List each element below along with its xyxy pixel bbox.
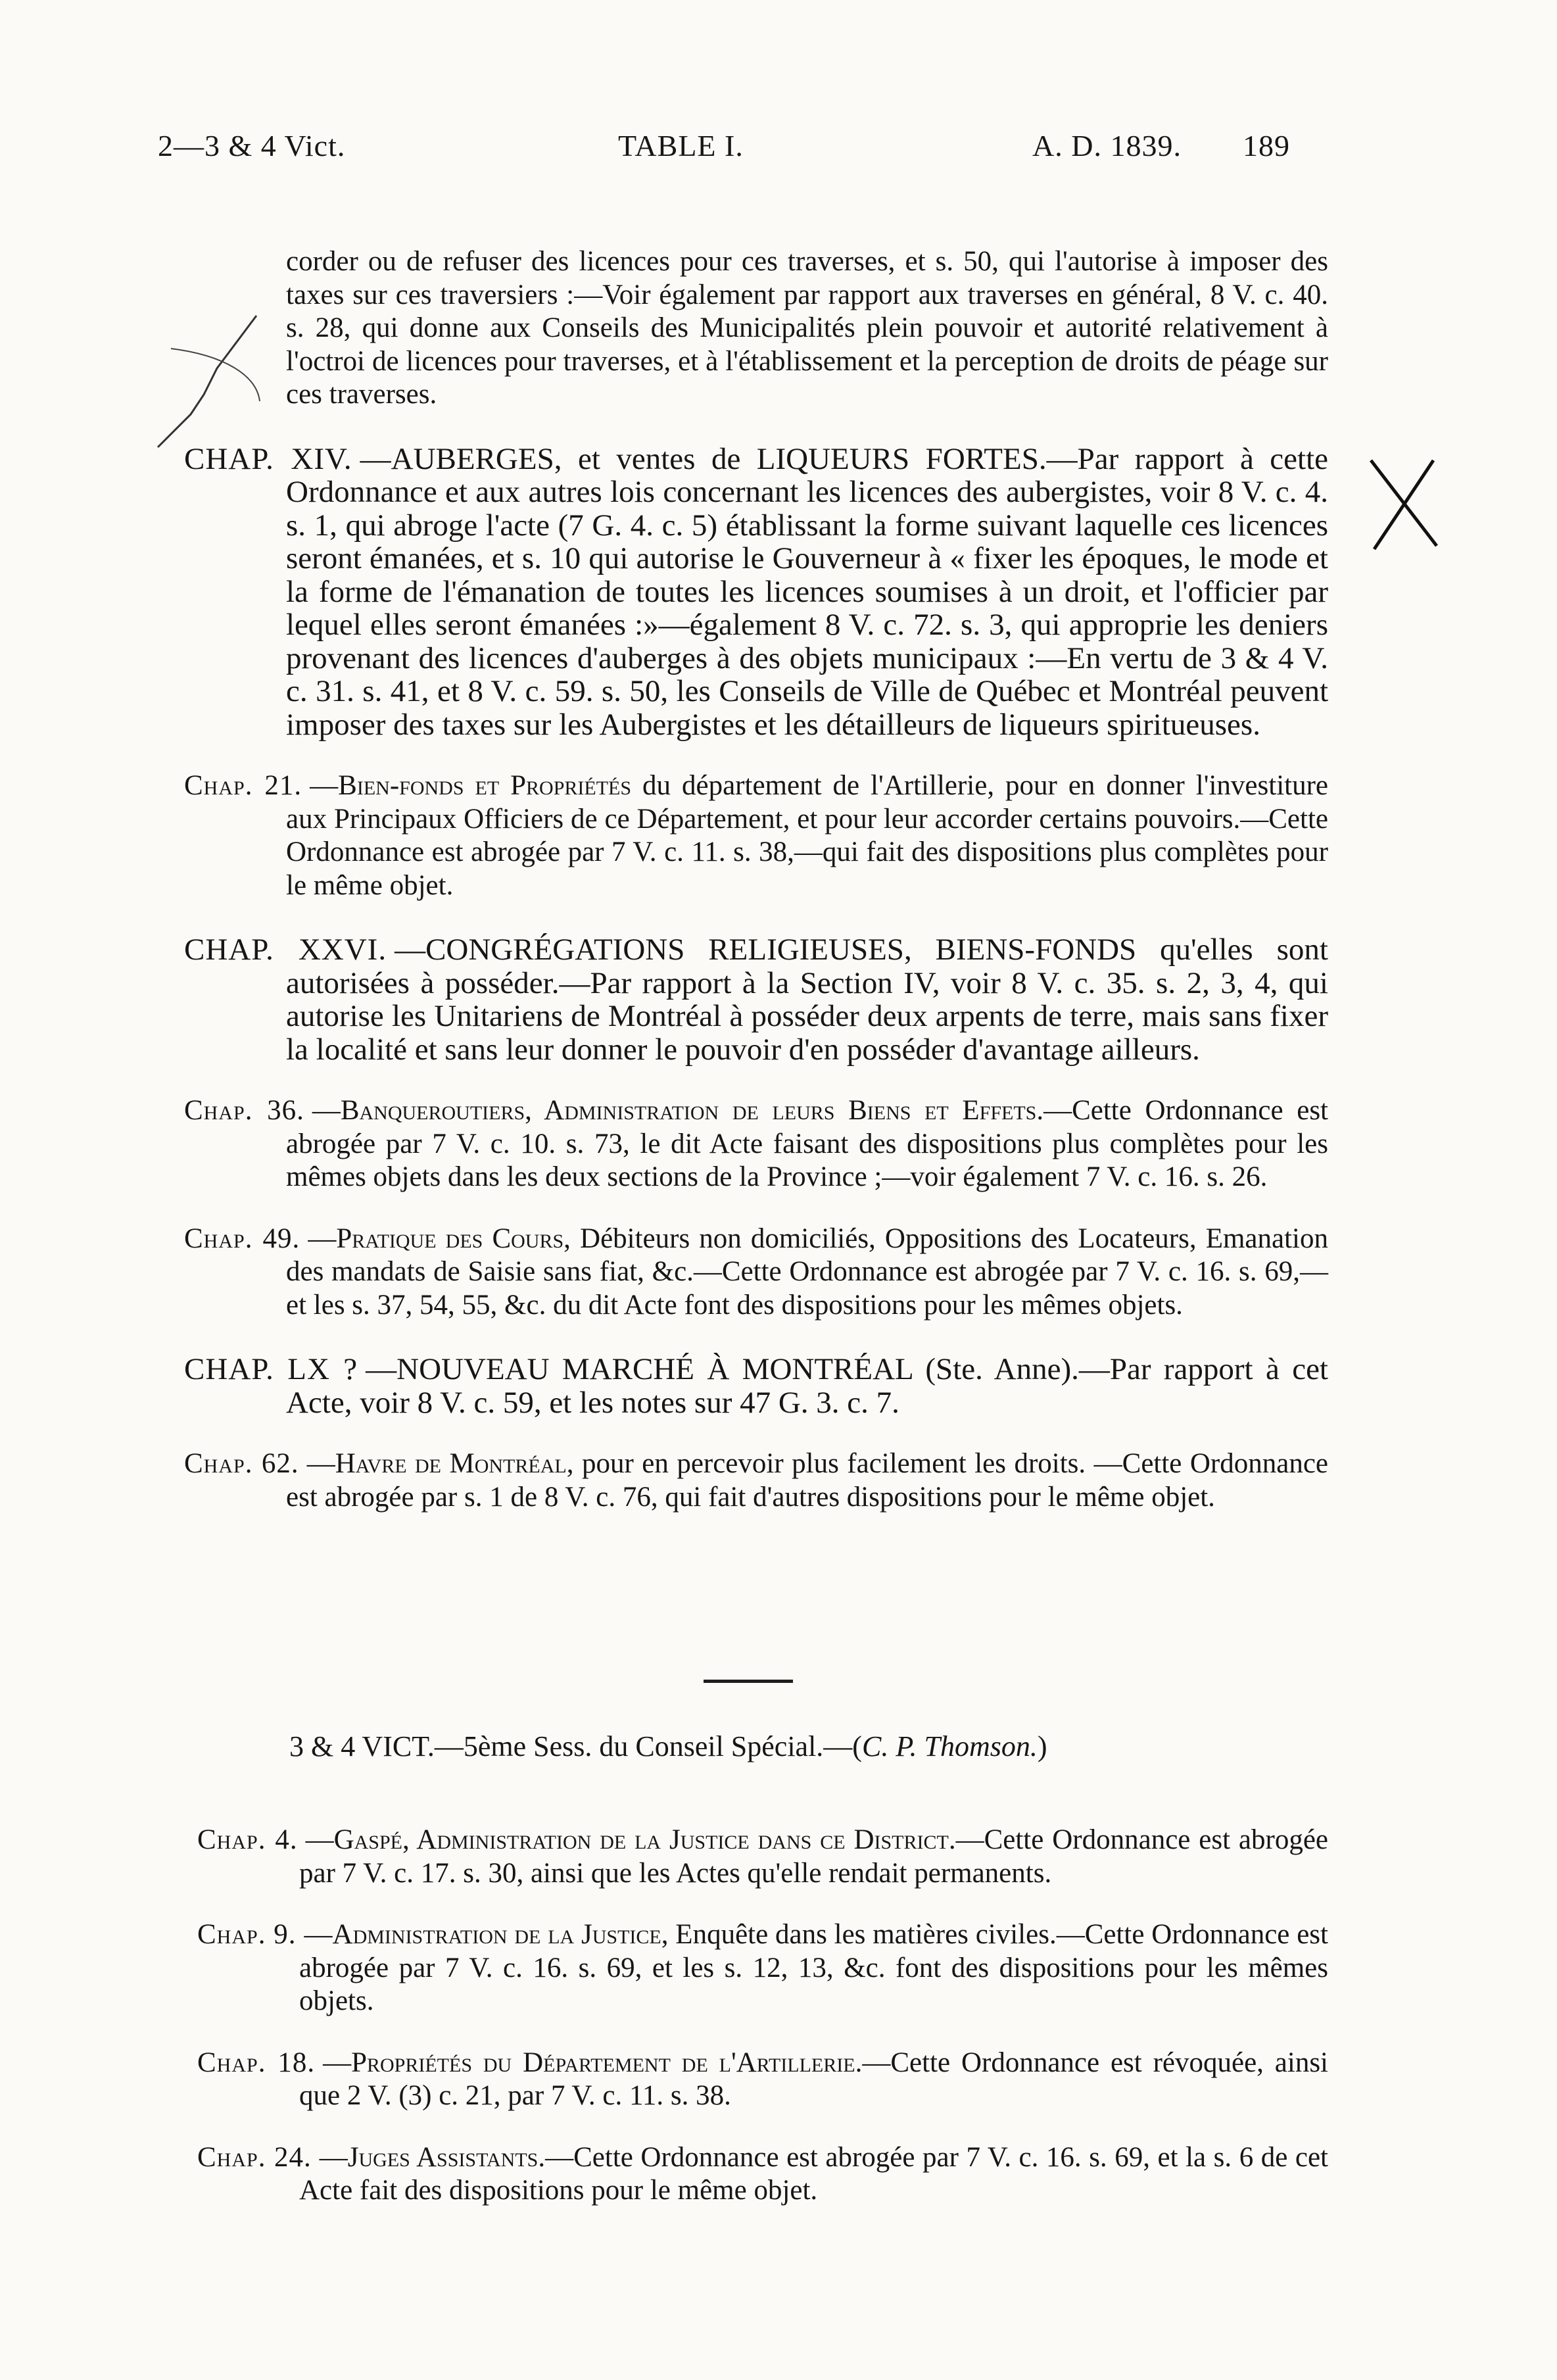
entry-topic: —Bien-fonds et Propriétés (310, 770, 632, 801)
chapter-label: CHAP. XIV. (184, 441, 352, 476)
list-item: Chap. 21. —Bien-fonds et Propriétés du département de l'Artillerie, pour en donner l'investiture aux Principaux Officiers de ce Département, et pour leur accorder certains pouvoirs.—Cette Ordonnance est abrogée par 7 V. c. 11. s. 38,—qui fait des dispositions plus complètes pour le même objet. (184, 770, 1328, 901)
entry-topic: —Juges Assistants. (319, 2141, 546, 2173)
list-item: corder ou de refuser des licences pour ces traverses, et s. 50, qui l'autorise à imposer des taxes sur ces traversiers :—Voir également par rapport aux traverses en général, 8 V. c. 40. s. 28, qui donne aux Conseils des Municipalités plein pouvoir et autorité relativement à l'octroi de licences pour traverses, et à l'établissement et la perception de droits de péage sur ces traverses. (286, 246, 1328, 410)
chapter-label: CHAP. XXVI. (184, 933, 387, 967)
list-item: Chap. 24. —Juges Assistants.—Cette Ordonnance est abrogée par 7 V. c. 16. s. 69, et la s. 6 de cet Acte fait des dispositions pour le même objet. (197, 2141, 1328, 2206)
entry-topic: —Pratique des Cours, (308, 1223, 571, 1254)
page-header (158, 128, 1335, 181)
handwritten-x-mark (1364, 454, 1443, 552)
section-heading: 3 & 4 VICT.—5ème Sess. du Conseil Spécial.—(C. P. Thomson.) (289, 1730, 1047, 1762)
chapter-label: Chap. 21. (184, 770, 302, 801)
chapter-label: Chap. 49. (184, 1223, 300, 1254)
header-reign: 2—3 & 4 Vict. (158, 129, 346, 162)
header-table-title: TABLE I. (618, 129, 744, 162)
entry-topic: —Banqueroutiers, Administration de leurs Biens et Effets. (312, 1095, 1044, 1126)
entry-topic: —Gaspé, Administration de la Justice dans ce District. (305, 1824, 956, 1855)
chapter-label: Chap. 36. (184, 1095, 304, 1126)
list-item: Chap. 49. —Pratique des Cours, Débiteurs non domiciliés, Oppositions des Locateurs, Emanation des mandats de Saisie sans fiat, &c.—Cette Ordonnance est abrogée par 7 V. c. 16. s. 69,—et les s. 37, 54, 55, &c. du dit Acte font des dispositions pour les mêmes objets. (184, 1223, 1328, 1321)
chapter-label: CHAP. LX ? (184, 1352, 358, 1386)
list-item: CHAP. XXVI. —CONGRÉGATIONS RELIGIEUSES, BIENS-FONDS qu'elles sont autorisées à posséder.—Par rapport à la Section IV, voir 8 V. c. 35. s. 2, 3, 4, qui autorise les Unitariens de Montréal à posséder deux arpents de terre, mais sans fixer la localité et sans leur donner le pouvoir d'en posséder d'avantage ailleurs. (184, 933, 1328, 1067)
chapter-label: Chap. 4. (197, 1824, 298, 1855)
entry-topic: —AUBERGES, (360, 441, 562, 476)
entries-list (184, 217, 1328, 1526)
chapter-label: Chap. 62. (184, 1448, 299, 1479)
entry-topic: —CONGRÉGATIONS RELIGIEUSES, BIENS-FONDS (395, 933, 1137, 967)
entry-topic: —Havre de Montréal, (306, 1448, 574, 1479)
list-item: Chap. 9. —Administration de la Justice, Enquête dans les matières civiles.—Cette Ordonnance est abrogée par 7 V. c. 16. s. 69, et les s. 12, 13, &c. font des dispositions pour les mêmes objets. (197, 1919, 1328, 2016)
list-item: Chap. 4. —Gaspé, Administration de la Justice dans ce District.—Cette Ordonnance est abrogée par 7 V. c. 17. s. 30, ainsi que les Actes qu'elle rendait permanents. (197, 1824, 1329, 1889)
entry-topic: —NOUVEAU MARCHÉ À MONTRÉAL (366, 1352, 913, 1386)
list-item: Chap. 18. —Propriétés du Département de l'Artillerie.—Cette Ordonnance est révoquée, ainsi que 2 V. (3) c. 21, par 7 V. c. 11. s. 38. (197, 2047, 1329, 2111)
list-item: CHAP. XIV. —AUBERGES, et ventes de LIQUEURS FORTES.—Par rapport à cette Ordonnance et aux autres lois concernant les licences des aubergistes, voir 8 V. c. 4. s. 1, qui abroge l'acte (7 G. 4. c. 5) établissant la forme suivant laquelle ces licences seront émanées, et s. 10 qui autorise le Gouverneur à « fixer les époques, le mode et la forme de l'émanation de toutes les licences soumises à un droit, et l'officier par lequel elles seront émanées :»—également 8 V. c. 72. s. 3, qui approprie les deniers provenant des licences d'auberges à des objets municipaux :—En vertu de 3 & 4 V. c. 31. s. 41, et 8 V. c. 59. s. 50, les Conseils de Ville de Québec et Montréal peuvent imposer des taxes sur les Aubergistes et les détailleurs de liqueurs spiritueuses. (184, 441, 1328, 742)
entry-topic: —Administration de la Justice, (304, 1919, 669, 1950)
chapter-label: Chap. 18. (197, 2047, 316, 2078)
chapter-label: Chap. 9. (197, 1919, 297, 1950)
header-year: A. D. 1839. (1032, 129, 1182, 162)
page-number: 189 (1243, 129, 1290, 162)
chapter-label: Chap. 24. (197, 2141, 312, 2173)
list-item: CHAP. LX ? —NOUVEAU MARCHÉ À MONTRÉAL (Ste. Anne).—Par rapport à cet Acte, voir 8 V. c. 59, et les notes sur 47 G. 3. c. 7. (184, 1352, 1328, 1420)
list-item: Chap. 36. —Banqueroutiers, Administration de leurs Biens et Effets.—Cette Ordonnance est abrogée par 7 V. c. 10. s. 73, le dit Acte faisant des dispositions plus complètes pour les mêmes objets dans les deux sections de la Province ;—voir également 7 V. c. 16. s. 26. (184, 1095, 1328, 1192)
section-divider (704, 1680, 793, 1683)
section-entries-list (197, 1795, 1328, 2220)
list-item: Chap. 62. —Havre de Montréal, pour en percevoir plus facilement les droits. —Cette Ordonnance est abrogée par s. 1 de 8 V. c. 76, qui fait d'autres dispositions pour le même objet. (184, 1448, 1329, 1513)
entry-topic: —Propriétés du Département de l'Artillerie. (323, 2047, 863, 2078)
